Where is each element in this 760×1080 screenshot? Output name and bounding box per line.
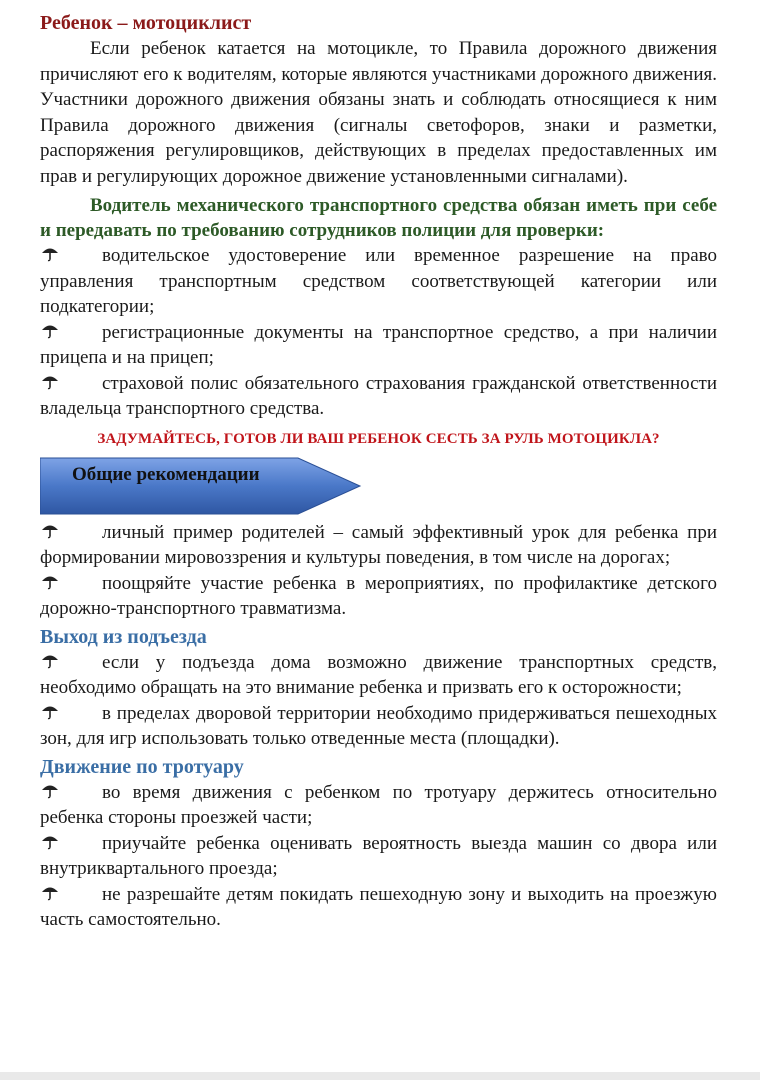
umbrella-icon: [40, 371, 60, 391]
banner-label: Общие рекомендации: [72, 463, 260, 485]
list-item-text: личный пример родителей – самый эффективный урок для ребенка при формировании мировоззрения и культуры поведения, в том числе на дорогах;: [40, 521, 717, 568]
list-item-text: поощряйте участие ребенка в мероприятиях, по профилактике детского дорожно-транспортного травматизма.: [40, 572, 717, 619]
page-title: Ребенок – мотоциклист: [40, 12, 252, 34]
umbrella-icon: [40, 780, 60, 800]
general-recommendations-banner: [40, 456, 362, 516]
list-item-text: страховой полис обязательного страхования гражданской ответственности владельца транспортного средства.: [40, 372, 717, 419]
umbrella-icon: [40, 701, 60, 721]
umbrella-icon: [40, 831, 60, 851]
list-item-text: водительское удостоверение или временное разрешение на право управления транспортным средством соответствующей категории или подкатегории;: [40, 245, 717, 317]
list-item: [40, 371, 717, 422]
list-item-text: не разрешайте детям покидать пешеходную зону и выходить на проезжую часть самостоятельно.: [40, 883, 717, 930]
umbrella-icon: [40, 650, 60, 670]
sidewalk-items-list: [40, 780, 717, 933]
list-item: [40, 243, 717, 320]
umbrella-icon: [40, 243, 60, 263]
list-item: [40, 320, 717, 371]
sidewalk-section-heading: Движение по тротуару: [40, 755, 244, 778]
driver-items-list: [40, 243, 717, 422]
umbrella-icon: [40, 571, 60, 591]
exit-items-list: [40, 650, 717, 752]
list-item: [40, 780, 717, 831]
exit-section-heading: Выход из подъезда: [40, 625, 207, 648]
general-items-list: [40, 520, 717, 622]
bottom-edge-band: [0, 1072, 760, 1080]
list-item: [40, 882, 717, 933]
warning-text: ЗАДУМАЙТЕСЬ, ГОТОВ ЛИ ВАШ РЕБЕНОК СЕСТЬ ЗА РУЛЬ МОТОЦИКЛА?: [97, 430, 660, 447]
umbrella-icon: [40, 520, 60, 540]
list-item: [40, 831, 717, 882]
intro-paragraph: Если ребенок катается на мотоцикле, то Правила дорожного движения причисляют его к водителям, которые являются участниками дорожного движения. Участники дорожного движения обязаны знать и соблюдать относящиеся к ним Правила дорожного движения (сигналы светофоров, знаки и разметки, распоряжения регулировщиков, действующих в пределах предоставленных им прав и регулирующих дорожное движение установленными сигналами).: [40, 38, 717, 187]
driver-requirements-heading: Водитель механического транспортного средства обязан иметь при себе и передавать по требованию сотрудников полиции для проверки:: [40, 195, 717, 241]
list-item: [40, 701, 717, 752]
list-item-text: если у подъезда дома возможно движение транспортных средств, необходимо обращать на это внимание ребенка и призвать его к осторожности;: [40, 651, 717, 698]
list-item: [40, 571, 717, 622]
document-page: [40, 10, 717, 933]
list-item-text: во время движения с ребенком по тротуару держитесь относительно ребенка стороны проезжей части;: [40, 781, 717, 828]
umbrella-icon: [40, 882, 60, 902]
list-item-text: в пределах дворовой территории необходимо придерживаться пешеходных зон, для игр использовать только отведенные места (площадки).: [40, 702, 717, 749]
list-item-text: регистрационные документы на транспортное средство, а при наличии прицепа и на прицеп;: [40, 321, 717, 368]
list-item: [40, 650, 717, 701]
list-item: [40, 520, 717, 571]
umbrella-icon: [40, 320, 60, 340]
list-item-text: приучайте ребенка оценивать вероятность выезда машин со двора или внутриквартального проезда;: [40, 832, 717, 879]
